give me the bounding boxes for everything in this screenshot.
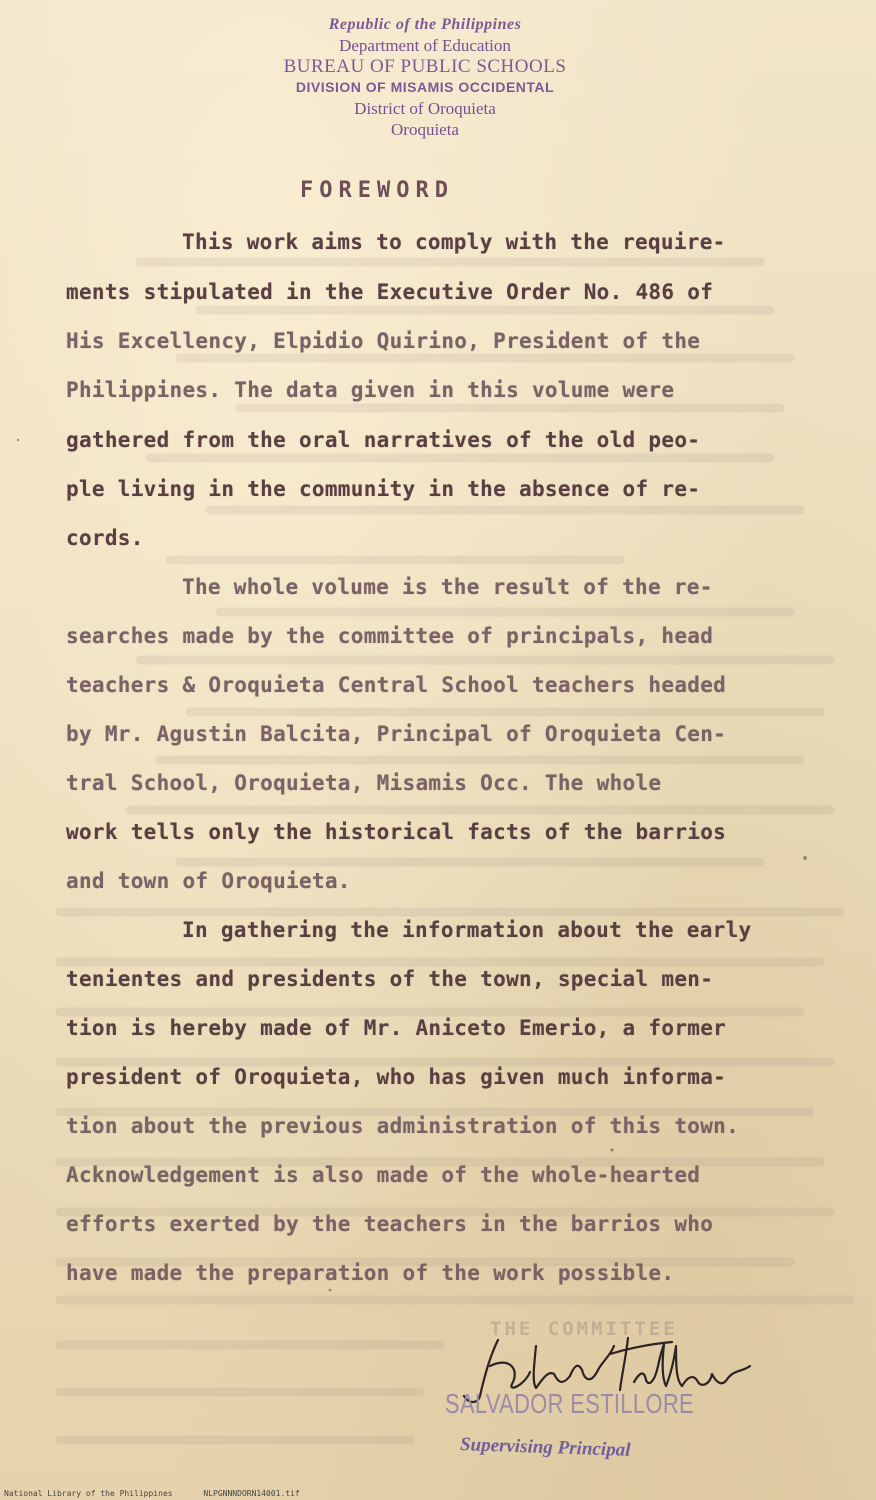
letterhead-division: DIVISION OF MISAMIS OCCIDENTAL <box>295 79 555 95</box>
letterhead-town: Oroquieta <box>391 120 459 139</box>
page-title: FOREWORD <box>300 178 454 203</box>
body-line: His Excellency, Elpidio Quirino, President of the <box>66 329 701 353</box>
body-line: cords. <box>66 526 144 550</box>
letterhead-district: District of Oroquieta <box>354 99 496 118</box>
letterhead-stamp <box>200 14 650 140</box>
signature-block <box>430 1318 750 1478</box>
footer-library: National Library of the Philippines <box>4 1489 173 1498</box>
body-line: work tells only the historical facts of the barrios <box>66 820 727 844</box>
body-line: tenientes and presidents of the town, special men- <box>66 967 714 991</box>
footer-filename: NLPGNNNDORN14001.tif <box>203 1489 300 1498</box>
body-line: In gathering the information about the early <box>182 918 752 942</box>
body-line: This work aims to comply with the require- <box>182 230 726 254</box>
body-line: tion about the previous administration of this town. <box>66 1114 740 1138</box>
body-line: and town of Oroquieta. <box>66 869 351 893</box>
committee-label: THE COMMITTEE <box>490 1318 678 1340</box>
body-line: gathered from the oral narratives of the old peo- <box>66 428 701 452</box>
body-line: by Mr. Agustin Balcita, Principal of Oroquieta Cen- <box>66 722 727 746</box>
letterhead-department: Department of Education <box>339 36 511 55</box>
body-line: ments stipulated in the Executive Order No. 486 of <box>66 280 714 304</box>
body-line: teachers & Oroquieta Central School teachers headed <box>66 673 727 697</box>
body-line: efforts exerted by the teachers in the barrios who <box>66 1212 714 1236</box>
scan-footer <box>4 1489 300 1498</box>
body-line: Philippines. The data given in this volume were <box>66 378 675 402</box>
body-line: Acknowledgement is also made of the whole-hearted <box>66 1163 701 1187</box>
body-line: searches made by the committee of principals, head <box>66 624 714 648</box>
signatory-name: SALVADOR ESTILLORE <box>445 1388 694 1419</box>
body-line: tral School, Oroquieta, Misamis Occ. The whole <box>66 771 662 795</box>
body-line: tion is hereby made of Mr. Aniceto Emerio, a former <box>66 1016 727 1040</box>
body-line: ple living in the community in the absence of re- <box>66 477 701 501</box>
body-line: The whole volume is the result of the re- <box>182 575 713 599</box>
body-line: have made the preparation of the work possible. <box>66 1261 675 1285</box>
signatory-position: Supervising Principal <box>459 1434 631 1461</box>
letterhead-bureau: BUREAU OF PUBLIC SCHOOLS <box>283 56 567 77</box>
body-line: president of Oroquieta, who has given much informa- <box>66 1065 727 1089</box>
letterhead-republic: Republic of the Philippines <box>328 16 522 33</box>
